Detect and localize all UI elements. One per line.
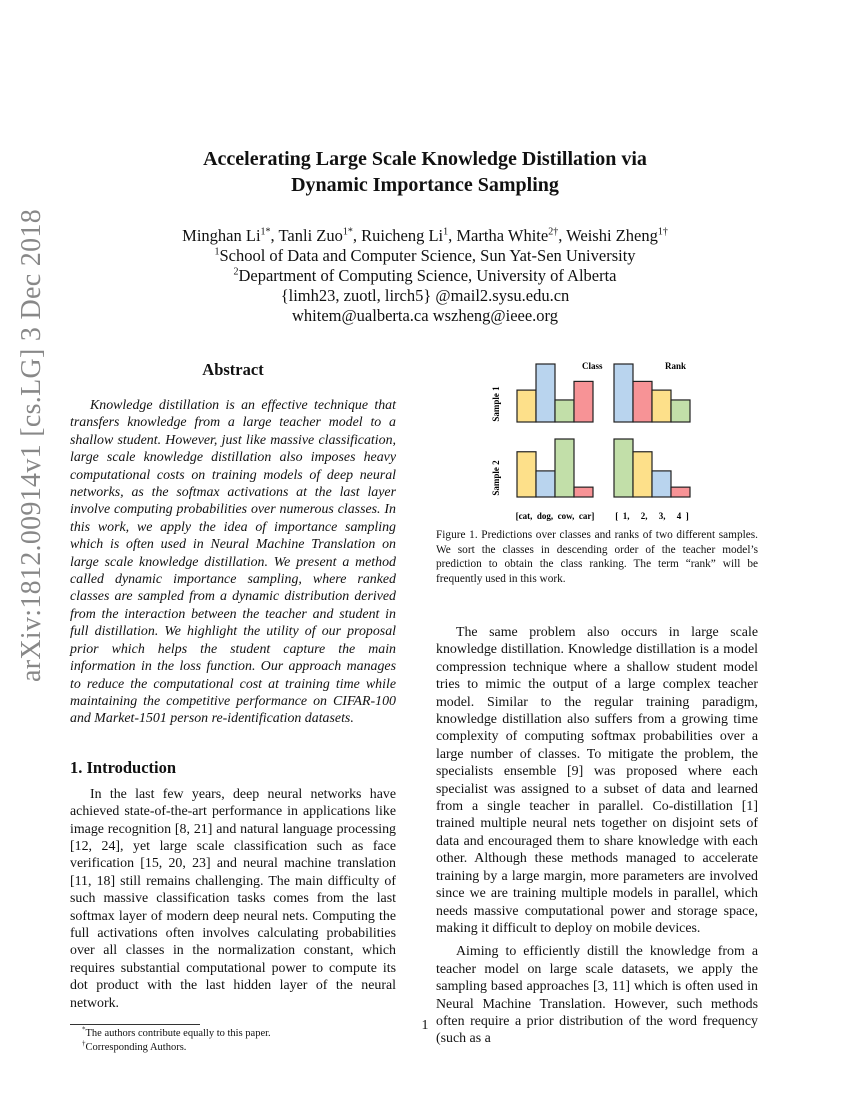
sample1-class-bar-cat	[517, 390, 536, 422]
affiliation-2	[0, 266, 850, 286]
right-column-body	[436, 624, 758, 1054]
footnote-text: Corresponding Authors.	[85, 1042, 187, 1053]
sample1-rank-bar-car	[633, 381, 652, 422]
abstract	[70, 397, 396, 728]
sample1-class-bar-cow	[555, 400, 574, 422]
title-line-2: Dynamic Importance Sampling	[291, 174, 559, 196]
sample2-class-bar-cat	[517, 452, 536, 497]
sample2-rank-bar-cat	[633, 452, 652, 497]
footnote-text: The authors contribute equally to this paper.	[85, 1028, 271, 1039]
intro-heading: 1. Introduction	[70, 757, 177, 777]
paper-title	[0, 146, 850, 198]
sample2-class-bar-dog	[536, 471, 555, 497]
sample1-rank-bar-dog	[614, 364, 633, 422]
row-title-sample-1: Sample 1	[491, 386, 501, 422]
sample2-rank-bar-cow	[614, 439, 633, 497]
email-1: {limh23, zuotl, lirch5} @mail2.sysu.edu.cn	[280, 286, 570, 305]
author-list: Minghan $Li^{1*}$, Tanli Zuo$^{1*}$, Ruicheng Li$^1$, Martha White$^{2\dagger}$, Weishi Zheng$^{1\dagger}$	[182, 226, 668, 245]
author-sup: 1†	[657, 226, 668, 238]
footnote-mark: †	[82, 1039, 86, 1048]
affil-sup: 1	[214, 246, 220, 258]
sample2-rank-bar-dog	[652, 471, 671, 497]
abstract-text: Knowledge distillation is an effective technique that transfers knowledge from a large teacher model to a shallow student. However, just like massive classification, large scale knowledge distillation also imposes heavy computational costs on training models of deep neural networks, as the softmax activations at the last layer involve computing probabilities over numerous classes. In this work, we apply the idea of importance sampling which is often used in Neural Machine Translation on large scale knowledge distillation. We present a method called dynamic importance sampling, where ranked classes are sampled from a dynamic distribution derived from the interaction between the teacher and student in full distillation. We highlight the utility of our proposal prior which helps the student capture the main information in the loss function. Our approach manages to reduce the computational cost at training time while maintaining the competitive performance on CIFAR-100 and Market-1501 person re-identification datasets.	[70, 398, 396, 727]
intro-body	[70, 786, 396, 1012]
body-paragraph: The same problem also occurs in large scale knowledge distillation. Knowledge distillation is a model compression technique where a shallow student model tries to mimic the output of a large complex teacher model. Similar to the regular training paradigm, knowledge distillation also suffers from a growing time complexity of computing softmax probabilities over a large number of classes. To mitigate the problem, the specialists ensemble [9] was proposed where each specialist was assigned to a subset of data and learned from a single teacher in parallel. Co-distillation [1] trained multiple neural nets together on disjoint sets of data and encouraged them to share knowledge with each other. Although these methods managed to accelerate training by a large margin, more parameters are involved since we are training multiple models in parallel, which needs massive computational power and storage space, making it difficult to deploy on mobile devices.	[436, 625, 758, 936]
left-column	[70, 360, 396, 1055]
author-sup: 2†	[548, 226, 559, 238]
row-title-sample-2: Sample 2	[491, 460, 501, 496]
figure-caption: Figure 1. Predictions over classes and ranks of two different samples. We sort the classes in descending order of the teacher model’s prediction to obtain the class ranking. The term “rank” will be frequently used in this work.	[436, 529, 758, 585]
sample1-class-bar-dog	[536, 364, 555, 422]
email-2: whitem@ualberta.ca wszheng@ieee.org	[291, 306, 559, 325]
author-sup: 1*	[342, 226, 353, 238]
affil-text: School of Data and Computer Science, Sun Yat-Sen University	[219, 246, 636, 265]
footnote-mark: *	[82, 1025, 86, 1034]
body-paragraph: Aiming to efficiently distill the knowledge from a teacher model on large scale datasets, we apply the sampling based approaches [3, 11] which is often used in Neural Machine Translation. However, such methods often require a prior distribution of the word frequency (such as a	[436, 944, 758, 1047]
sample1-rank-bar-cow	[671, 400, 690, 422]
sample2-class-bar-car	[574, 487, 593, 497]
sample1-rank-bar-cat	[652, 390, 671, 422]
affiliation-1	[0, 246, 850, 266]
author: Ruicheng Li$^1$	[361, 226, 449, 245]
sample2-rank-bar-car	[671, 487, 690, 497]
page-number: 1	[421, 1018, 429, 1033]
sample1-class-bar-car	[574, 381, 593, 422]
right-column	[436, 352, 758, 1054]
affil-text: Department of Computing Science, University of Alberta	[238, 266, 617, 285]
author-block	[0, 226, 850, 326]
author-sup: 1*	[260, 226, 271, 238]
author: Martha White$^{2\dagger}$	[456, 226, 559, 245]
affil-sup: 2	[233, 266, 239, 278]
arxiv-stamp: arXiv:1812.00914v1 [cs.LG] 3 Dec 2018	[16, 208, 47, 682]
footnote	[70, 1041, 396, 1055]
class-axis-label: [cat, dog, cow, car]	[515, 511, 595, 521]
figure-1	[480, 352, 720, 527]
col-title-rank: Rank	[665, 361, 687, 371]
abstract-heading: Abstract	[202, 360, 264, 379]
author: Weishi Zheng$^{1\dagger}$	[566, 226, 668, 245]
intro-paragraph: In the last few years, deep neural networks have achieved state-of-the-art performance in applications like image recognition [8, 21] and natural language processing [12, 24], yet large scale classification such as face verification [15, 20, 23] and neural machine translation [11, 18] still remains challenging. The main difficulty of such massive classification tasks comes from the last softmax layer of modern deep neural nets. Computing the full activations often involves calculating probabilities over all classes in the normalization constant, which requires substantial computational power to compute its dot product with the last hidden layer of the neural network.	[70, 786, 396, 1011]
sample2-class-bar-cow	[555, 439, 574, 497]
author: Tanli Zuo$^{1*}$	[278, 226, 353, 245]
author-sup: 1	[443, 226, 449, 238]
rank-axis-label: [ 1, 2, 3, 4 ]	[615, 511, 689, 521]
title-line-1: Accelerating Large Scale Knowledge Distillation via	[203, 148, 647, 170]
col-title-class: Class	[582, 361, 603, 371]
author: Minghan $Li^{1*}$	[182, 226, 271, 245]
